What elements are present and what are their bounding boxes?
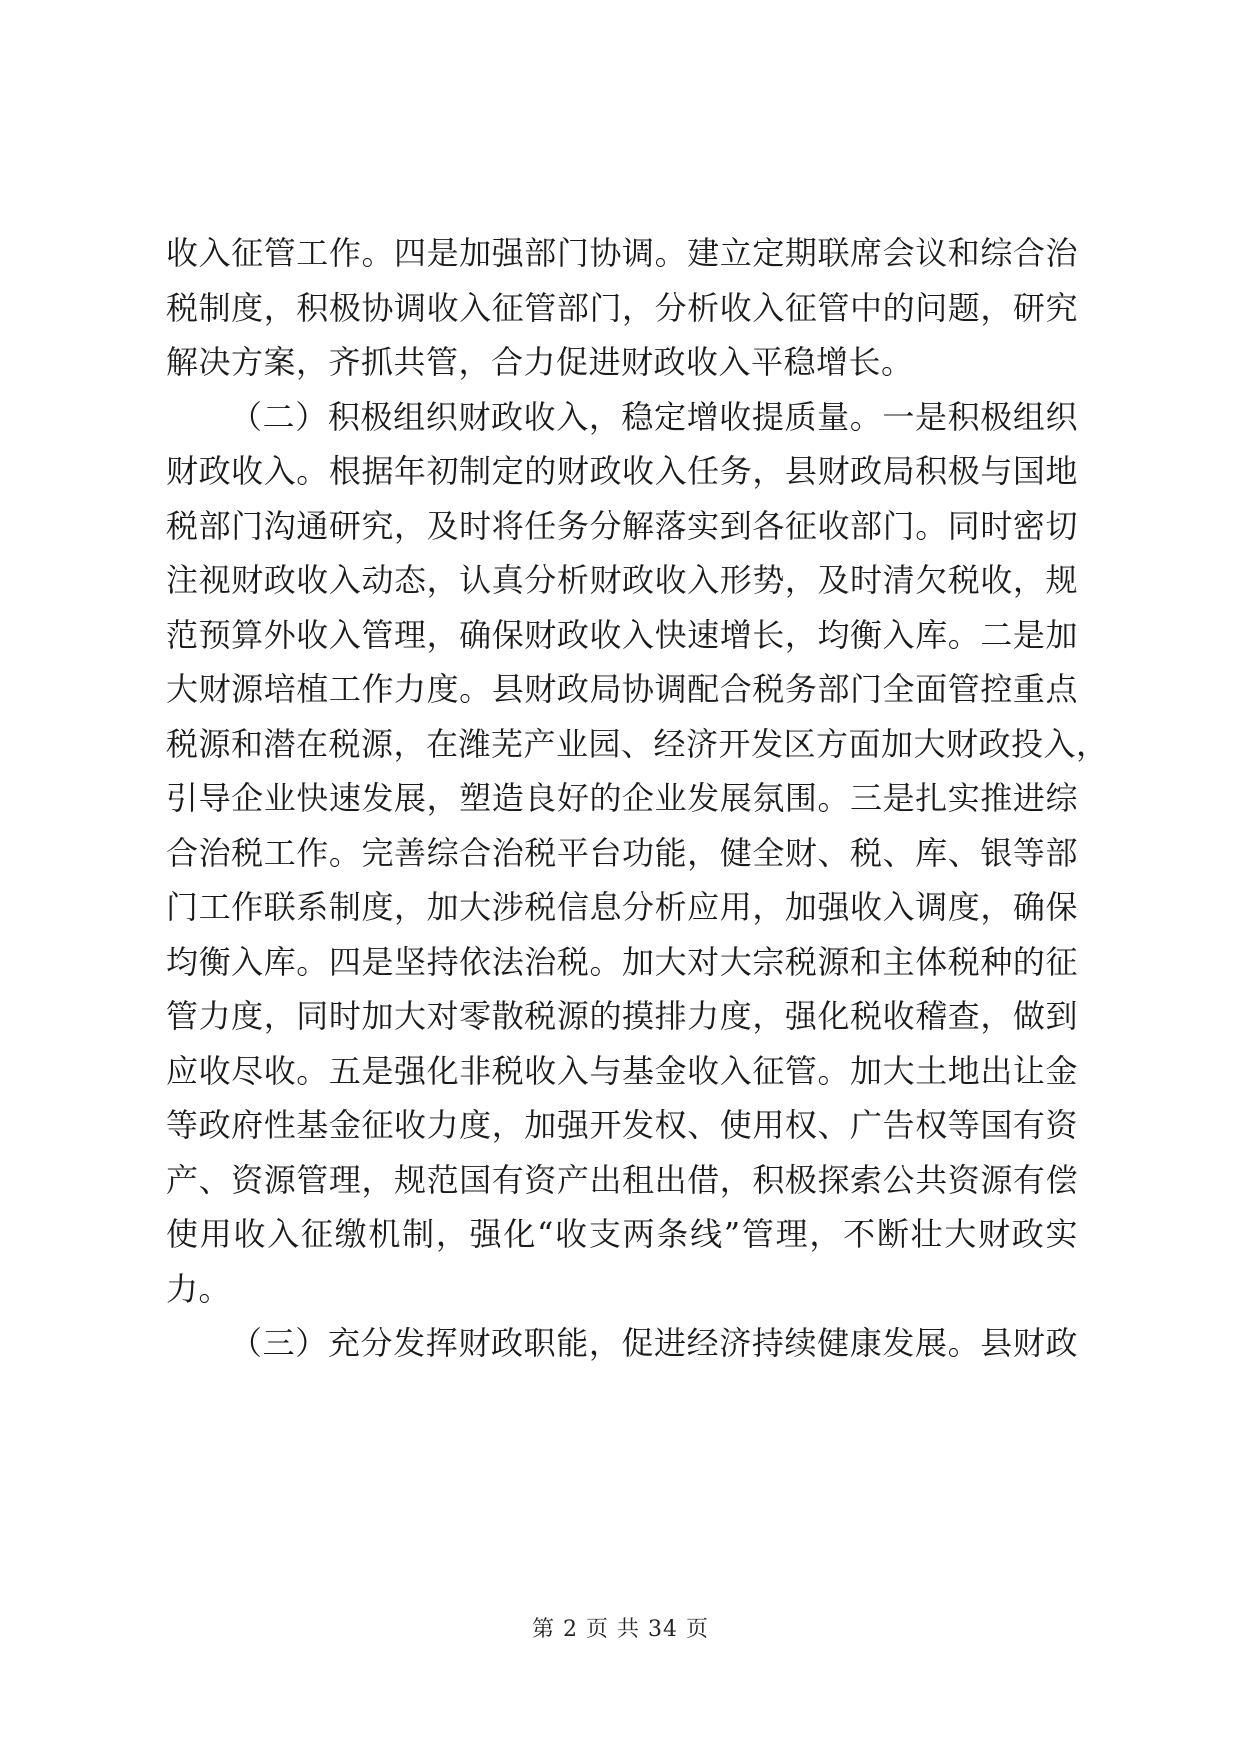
text-line: 财政收入。根据年初制定的财政收入任务，县财政局积极与国地 bbox=[166, 452, 1078, 490]
text-line: 收入征管工作。四是加强部门协调。建立定期联席会议和综合治 bbox=[166, 234, 1078, 272]
text-line: 应收尽收。五是强化非税收入与基金收入征管。加大土地出让金 bbox=[166, 1051, 1078, 1090]
text-line: 范预算外收入管理，确保财政收入快速增长，均衡入库。二是加 bbox=[166, 615, 1078, 654]
text-line: 管力度，同时加大对零散税源的摸排力度，强化税收稽查，做到 bbox=[166, 997, 1078, 1035]
text-line: 产、资源管理，规范国有资产出租出借，积极探索公共资源有偿 bbox=[166, 1160, 1078, 1199]
text-line: 税源和潜在税源，在潍芜产业园、经济开发区方面加大财政投入， bbox=[166, 724, 1109, 763]
text-line: 税部门沟通研究，及时将任务分解落实到各征收部门。同时密切 bbox=[166, 506, 1078, 545]
text-line: 等政府性基金征收力度，加强开发权、使用权、广告权等国有资 bbox=[166, 1106, 1078, 1144]
text-line: 引导企业快速发展，塑造良好的企业发展氛围。三是扎实推进综 bbox=[166, 779, 1078, 817]
text-line: 均衡入库。四是坚持依法治税。加大对大宗税源和主体税种的征 bbox=[166, 942, 1078, 981]
text-line: 合治税工作。完善综合治税平台功能，健全财、税、库、银等部 bbox=[166, 833, 1078, 872]
document-body bbox=[166, 226, 1109, 1371]
text-line: 税制度，积极协调收入征管部门，分析收入征管中的问题，研究 bbox=[166, 288, 1078, 327]
text-line: 使用收入征缴机制，强化“收支两条线”管理，不断壮大财政实 bbox=[166, 1215, 1078, 1253]
section-heading-line: （二）积极组织财政收入，稳定增收提质量。一是积极组织 bbox=[230, 397, 1078, 436]
text-line: 大财源培植工作力度。县财政局协调配合税务部门全面管控重点 bbox=[166, 670, 1078, 708]
section-heading-line: （三）充分发挥财政职能，促进经济持续健康发展。县财政 bbox=[230, 1324, 1078, 1362]
text-line: 力。 bbox=[166, 1269, 232, 1308]
page-number-footer: 第 2 页 共 34 页 bbox=[532, 1617, 709, 1642]
text-line: 注视财政收入动态，认真分析财政收入形势，及时清欠税收，规 bbox=[166, 561, 1078, 599]
text-line: 解决方案，齐抓共管，合力促进财政收入平稳增长。 bbox=[166, 343, 914, 381]
text-line: 门工作联系制度，加大涉税信息分析应用，加强收入调度，确保 bbox=[166, 888, 1078, 926]
